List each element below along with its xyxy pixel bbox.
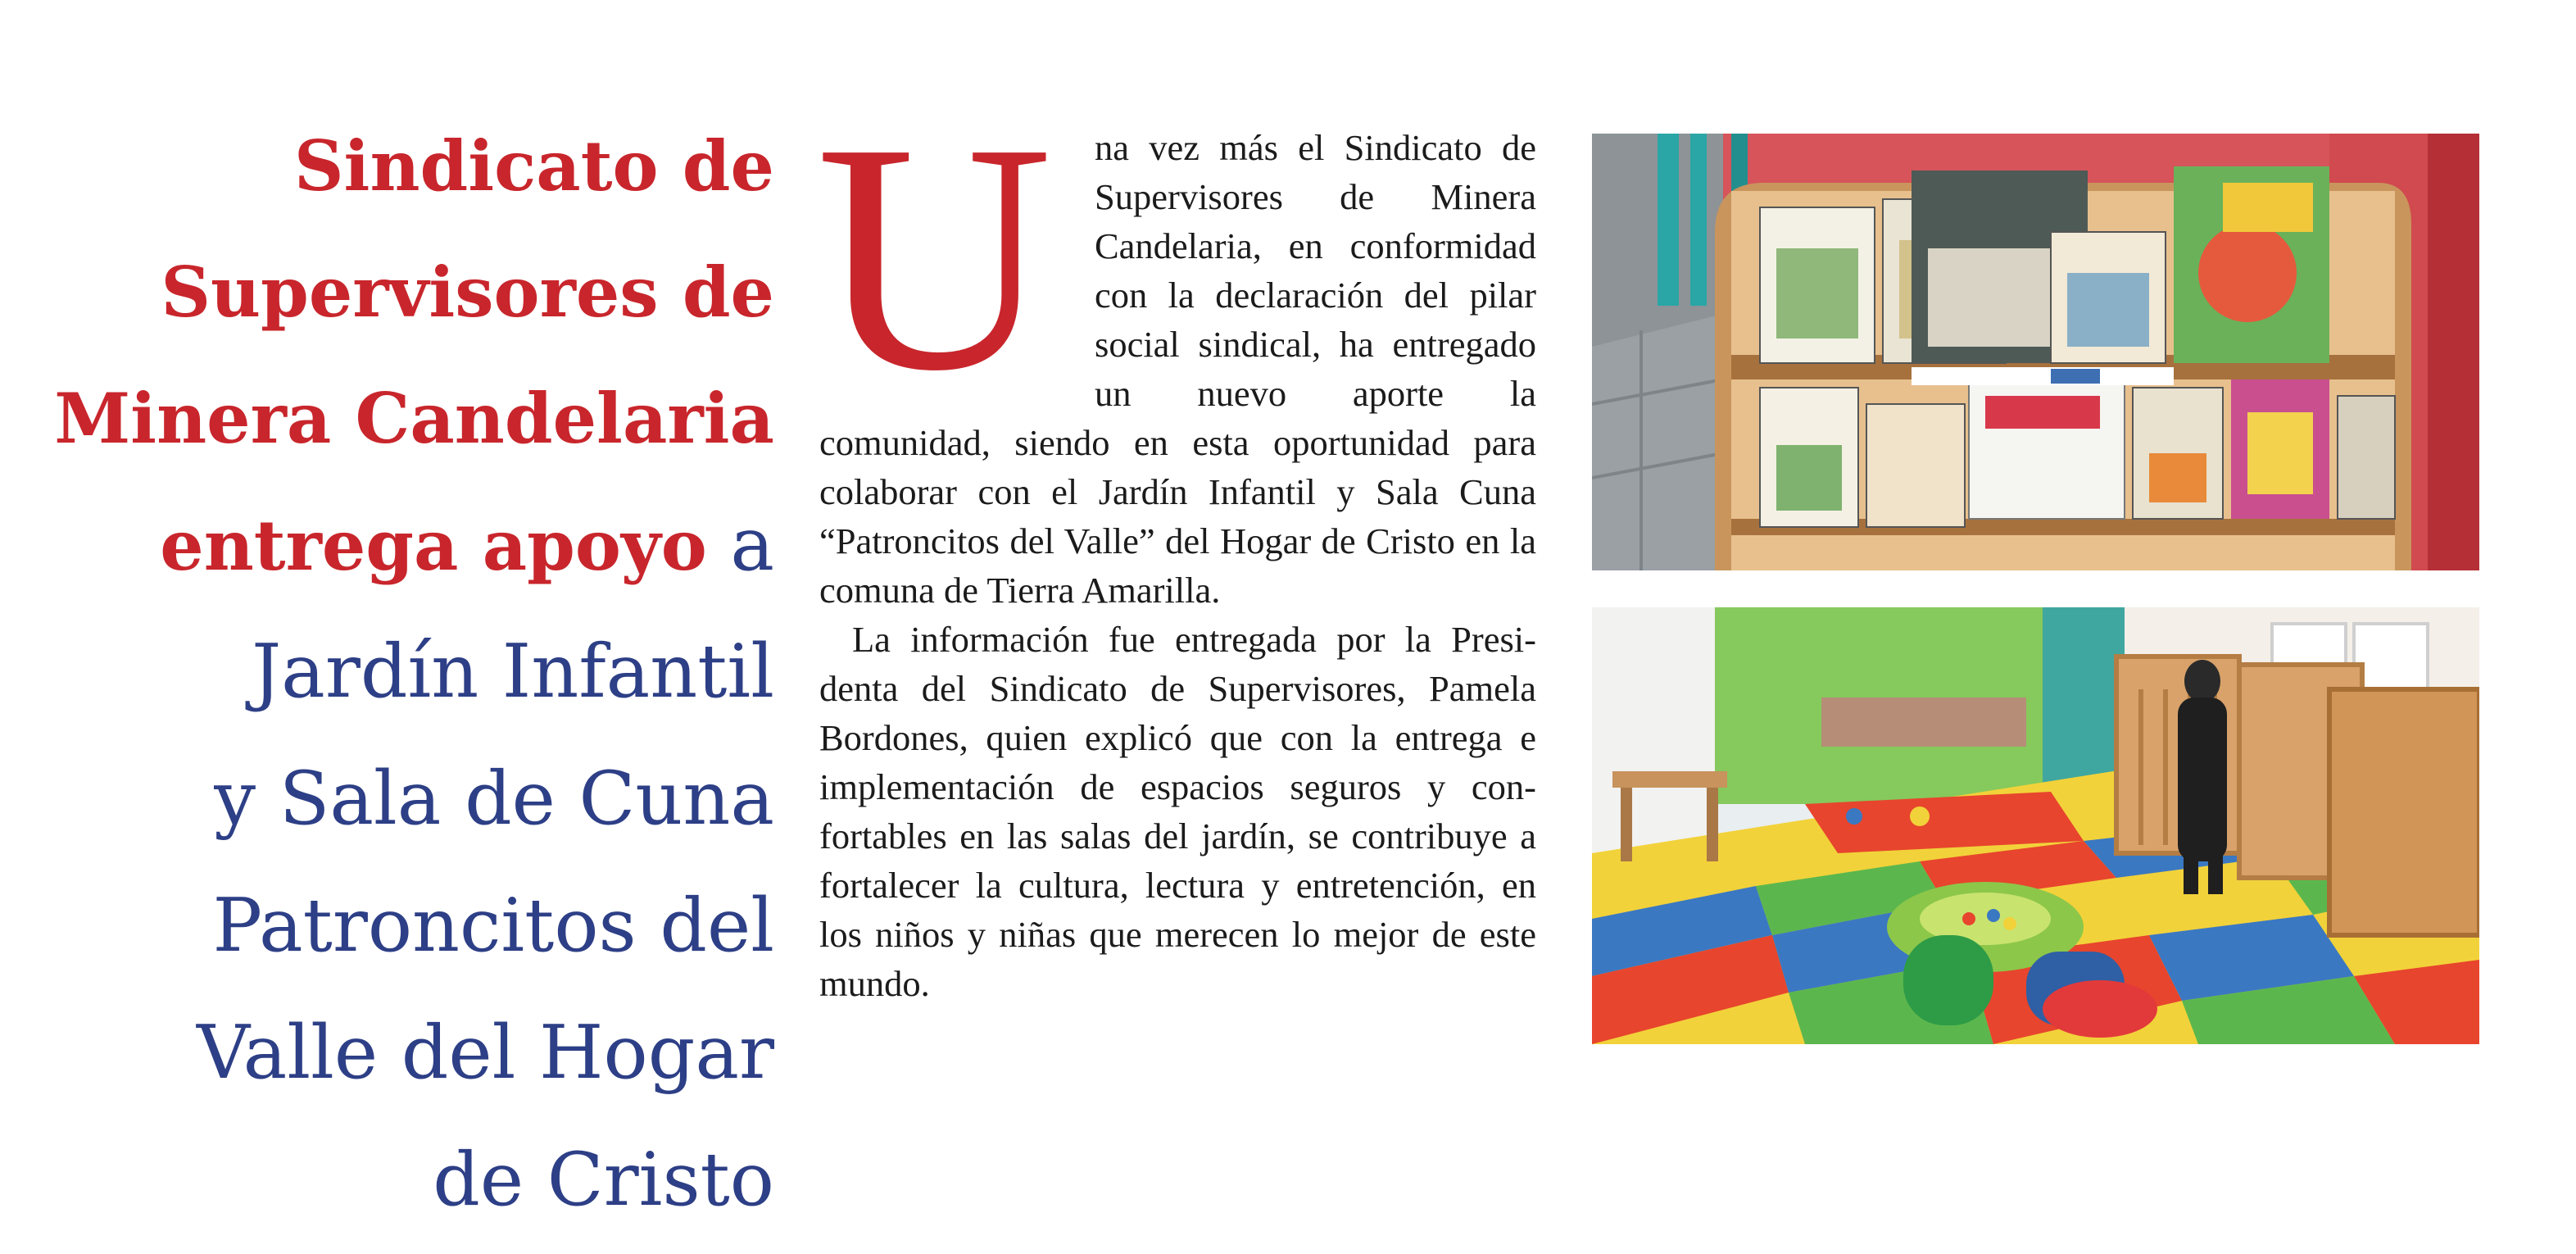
headline-line-7: Patroncitos del: [212, 883, 774, 969]
headline-line-6: y Sala de Cuna: [214, 756, 774, 842]
photo-book-rack: [1592, 134, 2479, 570]
headline-line-2: Supervisores de: [161, 252, 774, 333]
paragraph-1-text: na vez más el Sindicato de Supervisores de Minera Candelaria, en conformidad con la declaración del pilar social sindical, ha entregado un nuevo aporte la comunidad, siendo en esta oportunidad para colaborar con el Jardín Infantil y Sala Cuna “Patroncitos del Valle” del Hogar de Cristo en la comuna de Tierra Amarilla.: [819, 127, 1536, 611]
article-body: [816, 75, 1536, 1008]
headline-line-4: entrega apoyo a: [160, 502, 774, 588]
headline-line-5: Jardín Infantil: [252, 629, 774, 715]
article-paragraph-2: La información fue entregada por la Presidenta del Sindicato de Supervisores, Pamela Bordones, quien explicó que con la entrega e implementación de espacios seguros y confortables en las salas del jardín, se contribuye a fortalecer la cultura, lectura y entretención, en los niños y niñas que merecen lo mejor de este mundo.: [819, 619, 1536, 1004]
photo-nursery-room: [1592, 607, 2479, 1044]
headline-line-1: Sindicato de: [293, 125, 774, 207]
headline-line-9: de Cristo: [433, 1137, 774, 1223]
headline: [33, 113, 774, 1254]
headline-line-8: Valle del Hogar: [196, 1010, 774, 1096]
headline-line-3: Minera Candelaria: [54, 378, 774, 459]
article-paragraph-1: [816, 75, 1536, 615]
drop-cap: U: [816, 75, 1053, 438]
